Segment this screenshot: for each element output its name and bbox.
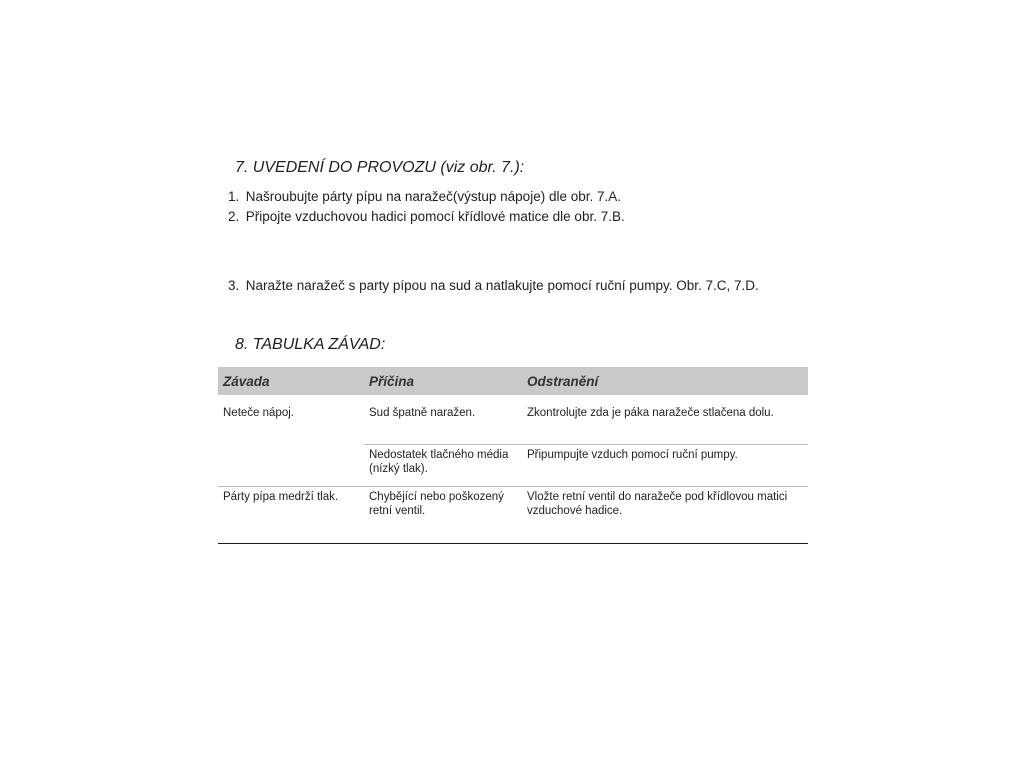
fault-cell: Párty pípa medrží tlak.: [218, 487, 364, 544]
fix-cell: Zkontrolujte zda je páka naražeče stlačena dolu.: [527, 407, 774, 419]
table-row: [218, 445, 808, 487]
step-1-number: 1.: [228, 189, 240, 204]
header-spacer: [218, 396, 808, 404]
header-fix: Odstranění: [522, 367, 808, 396]
step-1-text: Našroubujte párty pípu na naražeč(výstup nápoje) dle obr. 7.A.: [245, 189, 621, 204]
cause-cell: Nedostatek tlačného média (nízký tlak).: [364, 445, 522, 487]
step-2-number: 2.: [228, 209, 240, 224]
step-3: [228, 276, 759, 296]
section-8-heading: 8. TABULKA ZÁVAD:: [235, 336, 386, 353]
fault-cell: Neteče nápoj.: [223, 407, 294, 419]
fix-cell: Vložte retní ventil do naražeče pod křídlovou matici vzduchové hadice.: [522, 487, 808, 544]
table-row: [218, 487, 808, 544]
step-2-text: Připojte vzduchovou hadici pomocí křídlové matice dle obr. 7.B.: [245, 209, 625, 224]
header-fault: Závada: [218, 367, 364, 396]
table-row: [218, 403, 808, 445]
section-7-heading: 7. UVEDENÍ DO PROVOZU (viz obr. 7.):: [235, 159, 525, 176]
cause-cell: Chybějící nebo poškozený retní ventil.: [364, 487, 522, 544]
step-3-number: 3.: [228, 278, 240, 293]
cause-cell: Sud špatně naražen.: [369, 407, 476, 419]
step-2: [228, 207, 625, 227]
fault-cell: [218, 445, 364, 487]
header-cause: Příčina: [364, 367, 522, 396]
steps-list-second: [228, 276, 759, 296]
steps-list-first: [228, 187, 625, 227]
table-header-row: [218, 367, 808, 396]
step-3-text: Naražte naražeč s party pípou na sud a natlakujte pomocí ruční pumpy. Obr. 7.C, 7.D.: [245, 278, 759, 293]
fault-table: [218, 367, 808, 544]
fix-cell: Připumpujte vzduch pomocí ruční pumpy.: [522, 445, 808, 487]
step-1: [228, 187, 625, 207]
